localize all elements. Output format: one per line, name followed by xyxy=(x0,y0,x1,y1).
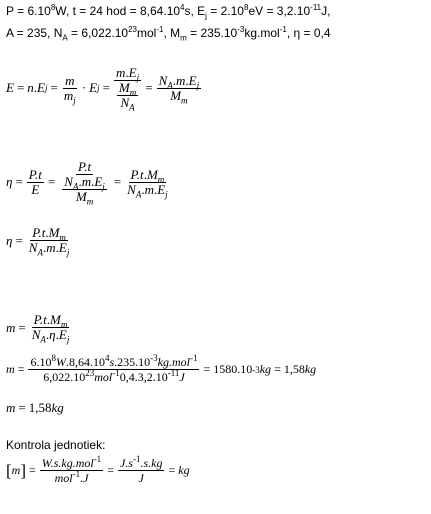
text: j xyxy=(66,247,70,258)
text: j xyxy=(102,181,105,192)
text: · xyxy=(81,80,87,95)
text: . xyxy=(153,181,158,197)
text: , M xyxy=(163,26,181,40)
text: -1 xyxy=(132,454,141,464)
text: = xyxy=(50,80,58,95)
text: E xyxy=(128,65,137,80)
text xyxy=(30,226,68,241)
text: m xyxy=(11,463,21,477)
fraction xyxy=(27,168,44,197)
text: M xyxy=(50,312,61,327)
text: eV = 3,2.10 xyxy=(248,4,311,18)
equation-mass xyxy=(6,312,72,345)
text: m xyxy=(63,87,74,103)
text: = xyxy=(102,80,110,95)
text: 0,4.3,2.10 xyxy=(119,370,168,384)
text: . xyxy=(143,166,147,182)
text: . xyxy=(91,174,95,189)
text: -1 xyxy=(72,469,81,479)
text: 6,022.10 xyxy=(43,370,86,384)
text xyxy=(119,95,137,113)
text: m xyxy=(6,400,16,415)
text: = xyxy=(203,362,211,376)
text: E xyxy=(58,240,67,255)
text: 1,58 xyxy=(283,362,305,376)
text: = xyxy=(18,400,26,415)
text: = xyxy=(107,463,114,477)
text: m xyxy=(46,240,56,255)
text: m xyxy=(59,232,66,243)
text: = xyxy=(15,174,23,189)
fraction xyxy=(59,159,110,207)
text: E xyxy=(188,72,197,88)
text: = xyxy=(274,362,281,376)
text: m xyxy=(157,174,165,185)
text: .mol xyxy=(168,355,190,369)
text: P = 6.10 xyxy=(6,4,51,18)
text xyxy=(32,313,70,328)
text xyxy=(125,181,170,200)
text: E xyxy=(89,80,98,95)
text: .8,64.10 xyxy=(65,355,105,369)
text: E xyxy=(6,80,14,95)
fraction xyxy=(125,166,170,200)
fraction xyxy=(118,456,165,485)
text: 8 xyxy=(51,353,56,363)
text: E xyxy=(94,174,103,189)
text: 23 xyxy=(85,368,95,378)
text: . xyxy=(78,174,82,189)
text: A xyxy=(167,80,173,91)
text: , η = 0,4 xyxy=(286,26,331,40)
text: E xyxy=(31,181,40,197)
text xyxy=(74,189,95,207)
text: m xyxy=(116,65,126,80)
text: 4 xyxy=(180,3,185,12)
given-line-1 xyxy=(6,3,331,21)
text: kg xyxy=(157,355,169,369)
text: -1 xyxy=(189,353,198,363)
text: = xyxy=(113,174,122,189)
text: N xyxy=(64,174,73,189)
fraction xyxy=(114,65,141,113)
text: 8 xyxy=(50,3,56,12)
text: M xyxy=(170,87,182,103)
text: s, E xyxy=(184,4,206,18)
text: . xyxy=(55,240,59,255)
text: m xyxy=(6,319,16,335)
text: A xyxy=(40,334,46,345)
text: N xyxy=(127,181,136,197)
text xyxy=(117,81,138,96)
text: = xyxy=(29,463,36,477)
text: N xyxy=(28,240,38,255)
text: -3 xyxy=(150,353,158,363)
units-title: Kontrola jednotiek: xyxy=(6,438,106,452)
text: P.t xyxy=(32,225,46,240)
text: A xyxy=(62,33,68,43)
text: A xyxy=(135,189,142,200)
text: η xyxy=(6,174,13,189)
text: W xyxy=(55,355,66,369)
fraction xyxy=(62,72,78,106)
text: kg xyxy=(51,400,64,415)
text: m xyxy=(6,362,15,376)
text: . xyxy=(185,72,189,88)
text xyxy=(114,66,141,81)
text: 1,58 xyxy=(28,400,52,415)
text: .J xyxy=(80,471,89,485)
fraction xyxy=(27,225,72,258)
text: = xyxy=(145,80,153,95)
text: J.s xyxy=(119,456,133,470)
text: = 6,022.10 xyxy=(67,26,129,40)
text: -3 xyxy=(237,25,245,34)
equation-numeric: m = $\frac{6.10^8W.8,64.10^4s.235.10^{-3}kg.mol^{-1}}{6,022.10^{23}mol^{-1}0,4.3,2.10^{-11}J}$ = 1580.10 -3 kg = 1,58 kg xyxy=(6,353,317,384)
text: E xyxy=(58,327,67,342)
text xyxy=(62,87,78,106)
text: 1580.10 xyxy=(213,362,253,376)
text xyxy=(62,175,107,190)
text: j xyxy=(205,11,207,21)
text: j xyxy=(136,72,140,83)
text: . xyxy=(141,181,145,197)
fraction xyxy=(157,72,202,106)
text: A xyxy=(129,102,135,113)
text: P.t xyxy=(130,166,144,182)
text: . xyxy=(33,80,38,95)
text: mol xyxy=(54,471,73,485)
text: = xyxy=(47,174,56,189)
text: .s.kg xyxy=(140,456,163,470)
fraction xyxy=(117,80,138,113)
text: P.t xyxy=(77,159,92,174)
text: = xyxy=(18,319,26,335)
units-equation xyxy=(6,456,190,485)
text: = xyxy=(168,463,176,477)
text: M xyxy=(75,189,87,204)
text: kg.mol xyxy=(244,26,280,40)
text: kg xyxy=(304,362,317,376)
text: . xyxy=(55,327,59,342)
text: j xyxy=(165,189,168,200)
fraction xyxy=(30,312,72,345)
text: = xyxy=(17,362,25,376)
text xyxy=(41,370,187,384)
text: j xyxy=(196,80,200,91)
text: N xyxy=(158,72,168,88)
text xyxy=(59,174,110,207)
text: . xyxy=(172,72,177,88)
text: J, xyxy=(321,4,331,18)
text: A xyxy=(72,181,79,192)
equation-energy: E = n . E j = $\frac{m}{m_j}$ · E j = $\frac{m.E_j}{\frac{M_m}{N_A}}$ = $\frac{N_A.m.E_j}{M_m}$ xyxy=(6,65,200,113)
text: s xyxy=(109,355,115,369)
text xyxy=(129,168,167,183)
text: 23 xyxy=(128,25,138,34)
text: m xyxy=(129,87,137,98)
text: mol xyxy=(94,370,113,384)
text: m xyxy=(144,181,154,197)
text: . xyxy=(42,240,47,255)
text: -1 xyxy=(279,25,287,34)
fraction xyxy=(40,456,103,485)
text xyxy=(157,74,202,89)
fraction xyxy=(62,174,107,207)
text: P.t xyxy=(33,312,47,327)
text: = 2.10 xyxy=(206,4,244,18)
text xyxy=(53,471,91,485)
text: . xyxy=(125,65,129,80)
text: = xyxy=(16,80,25,95)
text xyxy=(27,240,72,258)
equation-final xyxy=(6,400,64,416)
text: A xyxy=(37,247,43,258)
text: P.t xyxy=(28,166,42,182)
text: m xyxy=(86,196,94,207)
text: N xyxy=(120,95,130,110)
text: . xyxy=(46,312,51,327)
text: m xyxy=(60,319,68,330)
text: M xyxy=(48,225,60,240)
text: ] xyxy=(20,460,27,480)
text xyxy=(114,80,141,113)
text: kg xyxy=(259,362,272,376)
text: m xyxy=(81,174,92,189)
text: m xyxy=(181,95,188,106)
text: [ xyxy=(6,460,12,480)
text: M xyxy=(146,166,158,182)
text: N xyxy=(31,327,41,342)
text: η xyxy=(6,232,13,248)
text: j xyxy=(66,334,70,345)
text: -1 xyxy=(112,368,120,378)
text xyxy=(168,87,189,106)
text: E xyxy=(157,181,166,197)
text: j xyxy=(73,95,76,106)
text: A = 235, N xyxy=(6,26,63,40)
text: 8 xyxy=(243,3,249,12)
text: 4 xyxy=(104,353,110,363)
text: n xyxy=(27,80,34,95)
text xyxy=(40,456,103,471)
text: -1 xyxy=(93,454,102,464)
text: J xyxy=(138,471,144,485)
text: . xyxy=(45,225,49,240)
text: 6.10 xyxy=(30,355,52,369)
text xyxy=(30,327,72,345)
equation-efficiency-simplified xyxy=(6,225,72,258)
equation-efficiency xyxy=(6,159,171,207)
text: .235.10 xyxy=(114,355,151,369)
text: M xyxy=(118,80,130,95)
text: = 235.10 xyxy=(186,26,238,40)
text: m xyxy=(176,72,186,88)
text: E xyxy=(37,80,45,95)
text: J xyxy=(179,370,185,384)
text: -1 xyxy=(156,25,164,34)
text: -11 xyxy=(310,3,322,12)
text: m xyxy=(180,33,187,43)
text: m xyxy=(65,72,75,88)
fraction xyxy=(28,355,199,384)
text: η xyxy=(49,327,56,342)
text: -11 xyxy=(167,368,180,378)
text xyxy=(118,456,165,471)
text: = xyxy=(15,232,23,248)
text: mol xyxy=(137,26,157,40)
text: W.s.kg.mol xyxy=(41,456,94,470)
text: W, t = 24 hod = 8,64.10 xyxy=(55,4,181,18)
text: . xyxy=(45,327,50,342)
given-line-2 xyxy=(6,25,331,43)
text: kg xyxy=(178,463,190,477)
